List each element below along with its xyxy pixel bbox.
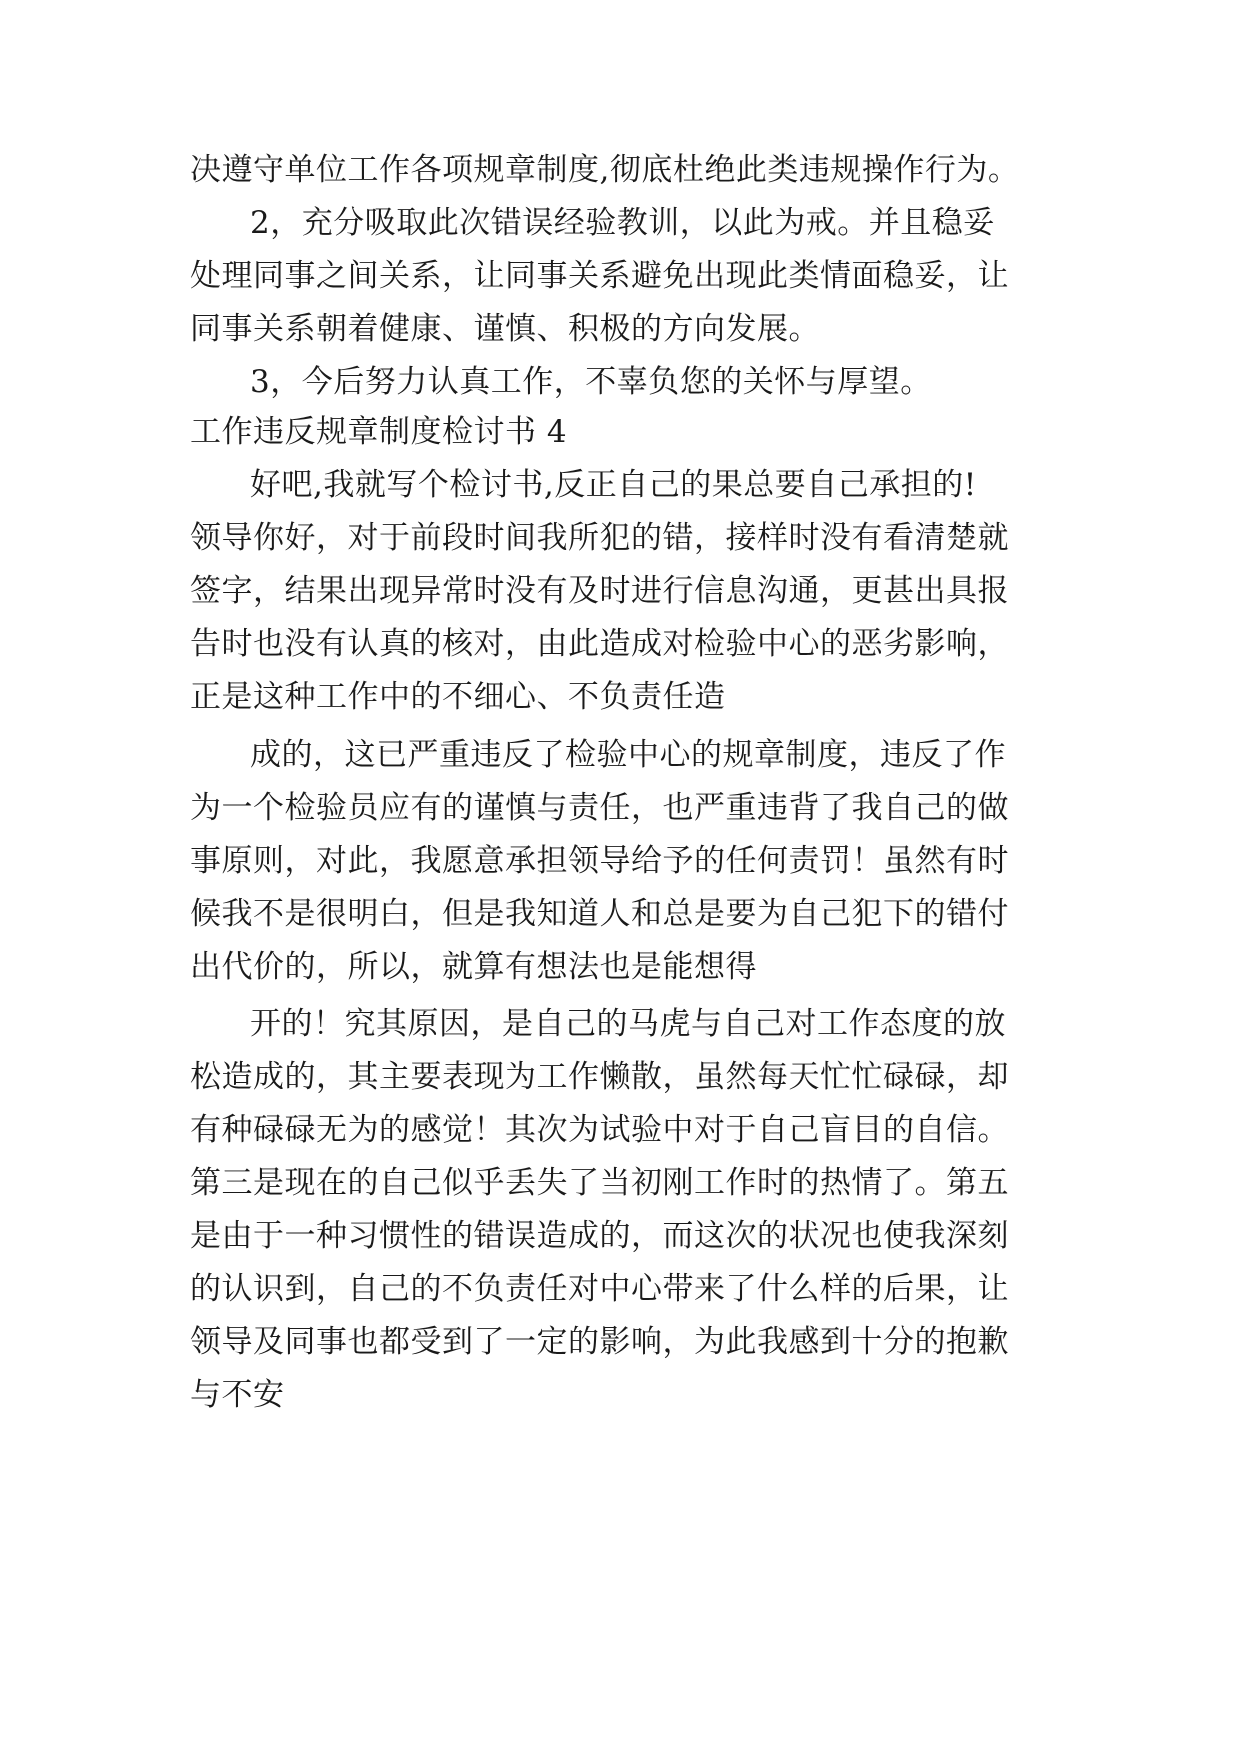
text-line: 有种碌碌无为的感觉！其次为试验中对于自己盲目的自信。 bbox=[190, 1112, 1009, 1148]
text-line: 松造成的，其主要表现为工作懒散，虽然每天忙忙碌碌，却 bbox=[190, 1059, 1009, 1095]
text-line: 第三是现在的自己似乎丢失了当初刚工作时的热情了。第五 bbox=[190, 1165, 1009, 1201]
text-line: 2，充分吸取此次错误经验教训，以此为戒。并且稳妥 bbox=[250, 205, 995, 241]
text-line: 开的！究其原因，是自己的马虎与自己对工作态度的放 bbox=[250, 1006, 1006, 1042]
text-line: 与不安 bbox=[190, 1377, 285, 1413]
text-line: 成的，这已严重违反了检验中心的规章制度，违反了作 bbox=[250, 737, 1006, 773]
text-line: 的认识到，自己的不负责任对中心带来了什么样的后果，让 bbox=[190, 1271, 1009, 1307]
text-line: 事原则，对此，我愿意承担领导给予的任何责罚！虽然有时 bbox=[190, 843, 1009, 879]
text-line: 签字，结果出现异常时没有及时进行信息沟通，更甚出具报 bbox=[190, 573, 1009, 609]
text-line: 告时也没有认真的核对，由此造成对检验中心的恶劣影响， bbox=[190, 626, 1009, 662]
section-heading: 工作违反规章制度检讨书 4 bbox=[190, 414, 568, 450]
text-line: 3，今后努力认真工作，不辜负您的关怀与厚望。 bbox=[250, 364, 932, 400]
text-line: 是由于一种习惯性的错误造成的，而这次的状况也使我深刻 bbox=[190, 1218, 1009, 1254]
text-line: 正是这种工作中的不细心、不负责任造 bbox=[190, 679, 726, 715]
text-line: 候我不是很明白，但是我知道人和总是要为自己犯下的错付 bbox=[190, 896, 1009, 932]
text-line: 好吧,我就写个检讨书,反正自己的果总要自己承担的! bbox=[250, 467, 977, 503]
text-line: 处理同事之间关系，让同事关系避免出现此类情面稳妥，让 bbox=[190, 258, 1009, 294]
text-line: 领导你好，对于前段时间我所犯的错，接样时没有看清楚就 bbox=[190, 520, 1009, 556]
text-line: 为一个检验员应有的谨慎与责任，也严重违背了我自己的做 bbox=[190, 790, 1009, 826]
text-line: 领导及同事也都受到了一定的影响，为此我感到十分的抱歉 bbox=[190, 1324, 1009, 1360]
text-line: 出代价的，所以，就算有想法也是能想得 bbox=[190, 949, 757, 985]
text-line: 同事关系朝着健康、谨慎、积极的方向发展。 bbox=[190, 311, 820, 347]
text-line: 决遵守单位工作各项规章制度,彻底杜绝此类违规操作行为。 bbox=[190, 152, 1020, 188]
